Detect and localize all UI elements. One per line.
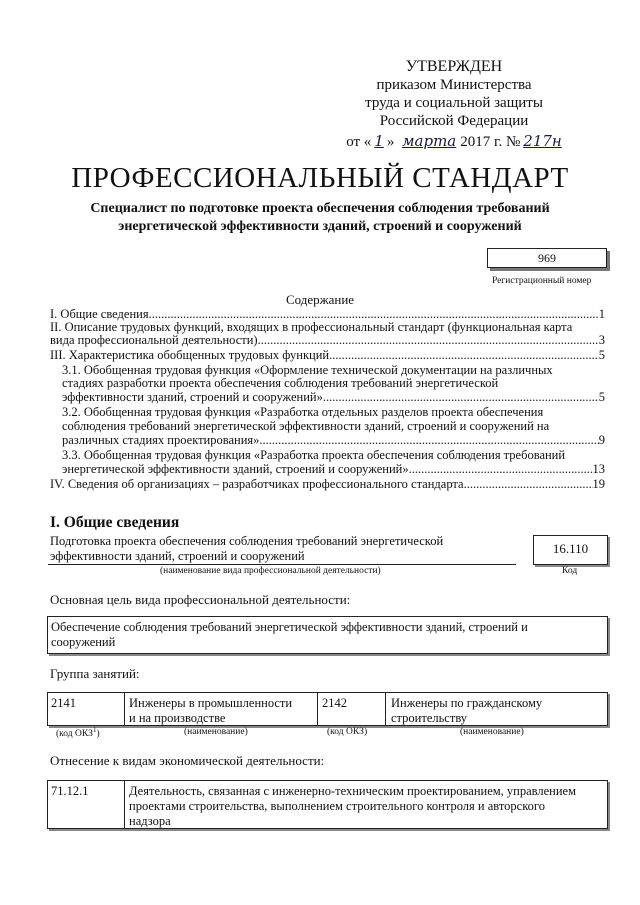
toc-entry[interactable]: соблюдения требований энергетической эффективности зданий, строений и сооружений на [62, 419, 550, 433]
goal-text-line: сооружений [51, 635, 116, 649]
activity-code: 16.110 [552, 541, 589, 556]
date-prefix: от « [346, 134, 372, 150]
approval-title: УТВЕРЖДЕН [405, 58, 503, 75]
approval-date [324, 132, 584, 151]
date-mid: » [386, 134, 395, 150]
date-year: 2017 г. № [460, 134, 521, 150]
approval-line: труда и социальной защиты [365, 95, 543, 111]
table-divider [317, 692, 318, 725]
code-caption: Код [562, 566, 578, 576]
group-name-line: Инженеры в промышленности [129, 696, 293, 710]
table-of-contents [50, 308, 605, 498]
name-caption: (наименование) [184, 727, 248, 737]
approval-block [324, 58, 584, 151]
group-code: 2141 [51, 696, 76, 710]
activity-name-line: эффективности зданий, строений и сооружений [50, 549, 305, 563]
toc-entry[interactable]: вида профессиональной деятельности) ..... 3 [50, 334, 605, 347]
approval-line: приказом Министерства [376, 77, 532, 93]
approval-line: Российской Федерации [379, 113, 529, 129]
toc-entry[interactable]: эффективности зданий, строений и сооружений» ..... 5 [62, 391, 605, 404]
toc-heading: Содержание [285, 292, 355, 307]
name-caption: (наименование) [460, 727, 524, 737]
goal-label: Основная цель вида профессиональной деятельности: [50, 592, 351, 607]
okved-code: 71.12.1 [51, 784, 89, 798]
toc-entry[interactable]: стадиях разработки проекта обеспечения соблюдения требований энергетической [62, 376, 499, 390]
table-divider [124, 780, 125, 828]
goal-text-line: Обеспечение соблюдения требований энергетической эффективности зданий, строений и [51, 620, 528, 634]
okved-name-line: надзора [129, 814, 171, 828]
group-code: 2142 [322, 696, 347, 710]
subtitle-line: Специалист по подготовке проекта обеспечения соблюдения требований [90, 201, 550, 216]
toc-entry[interactable]: различных стадиях проектирования» ..... 9 [62, 434, 605, 447]
subtitle-line: энергетической эффективности зданий, строений и сооружений [118, 219, 522, 234]
toc-entry[interactable]: 3.3. Обобщенная трудовая функция «Разработка проекта обеспечения соблюдения требований [62, 448, 566, 462]
toc-entry[interactable]: II. Описание трудовых функций, входящих в профессиональный стандарт (функциональная карта [50, 320, 573, 334]
okved-label: Отнесение к видам экономической деятельности: [50, 753, 325, 768]
activity-name [50, 534, 443, 564]
toc-entry[interactable]: энергетической эффективности зданий, строений и сооружений» ..... 13 [62, 463, 605, 476]
handwritten-number: 217н [523, 132, 562, 150]
group-label: Группа занятий: [50, 666, 140, 681]
toc-entry[interactable]: IV. Сведения об организациях – разработчиках профессионального стандарта ..... 19 [50, 478, 605, 491]
toc-entry[interactable]: I. Общие сведения ..... 1 [50, 308, 605, 321]
okz-code-caption: (код ОКЗ$^1$) [56, 726, 100, 740]
goal-text [51, 620, 528, 650]
registration-number-box: 969 [487, 248, 607, 268]
page-subtitle [0, 200, 640, 236]
activity-caption: (наименование вида профессиональной деятельности) [160, 566, 381, 576]
group-name-line: Инженеры по гражданскому [391, 696, 543, 710]
toc-entry[interactable]: III. Характеристика обобщенных трудовых функций ..... 5 [50, 349, 605, 362]
okved-name-line: проектами строительства, выполнением строительного контроля и авторского [129, 799, 545, 813]
activity-name-line: Подготовка проекта обеспечения соблюдения требований энергетической [50, 534, 444, 548]
group-name-line: и на производстве [129, 711, 226, 725]
toc-entry[interactable]: 3.2. Обобщенная трудовая функция «Разработка отдельных разделов проекта обеспечения [62, 405, 544, 419]
page-title: ПРОФЕССИОНАЛЬНЫЙ СТАНДАРТ [71, 162, 569, 194]
registration-label: Регистрационный номер [492, 276, 592, 286]
table-divider [385, 692, 386, 725]
section-heading: I. Общие сведения [50, 514, 180, 531]
activity-underline [48, 564, 516, 565]
group-name [391, 696, 542, 726]
group-name-line: строительству [391, 711, 468, 725]
handwritten-day: 1 [374, 132, 384, 150]
table-divider [124, 692, 125, 725]
okved-name-line: Деятельность, связанная с инженерно-техническим проектированием, управлением [129, 784, 577, 798]
okz-code-caption: (код ОКЗ) [327, 727, 368, 737]
group-name [129, 696, 292, 726]
toc-entry[interactable]: 3.1. Обобщенная трудовая функция «Оформление технической документации на различных [62, 363, 553, 377]
handwritten-month: марта [402, 132, 457, 150]
okved-name [129, 784, 576, 829]
